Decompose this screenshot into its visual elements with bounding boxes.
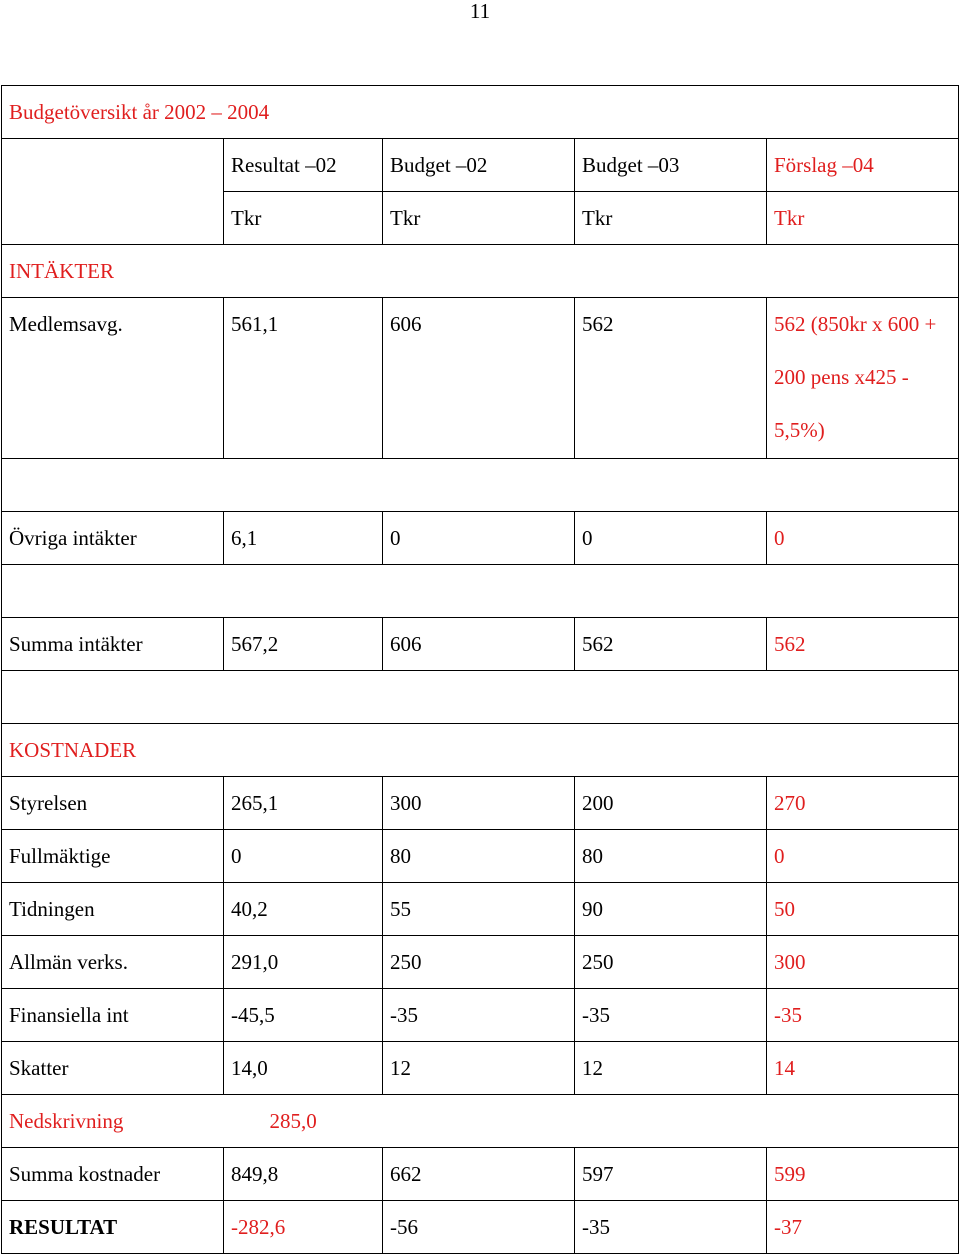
value-cell: 55 bbox=[383, 883, 575, 936]
value-cell: 285,0 bbox=[224, 1095, 959, 1148]
row-label: Finansiella int bbox=[2, 989, 224, 1042]
table-row bbox=[2, 1148, 959, 1201]
table-row bbox=[2, 777, 959, 830]
row-label-result: RESULTAT bbox=[2, 1201, 224, 1254]
units-row bbox=[2, 192, 959, 245]
unit-cell: Tkr bbox=[767, 192, 959, 245]
value-cell: 80 bbox=[383, 830, 575, 883]
row-label: Summa intäkter bbox=[2, 618, 224, 671]
spacer-row bbox=[2, 459, 959, 512]
value-cell: -35 bbox=[767, 989, 959, 1042]
proposal-line: 5,5%) bbox=[774, 418, 825, 442]
value-cell: 561,1 bbox=[224, 298, 383, 459]
header-empty-cell bbox=[2, 139, 224, 192]
table-row bbox=[2, 1042, 959, 1095]
value-cell: 265,1 bbox=[224, 777, 383, 830]
section-row-costs bbox=[2, 724, 959, 777]
value-cell: 849,8 bbox=[224, 1148, 383, 1201]
row-label: Styrelsen bbox=[2, 777, 224, 830]
column-header-budget-02: Budget –02 bbox=[383, 139, 575, 192]
row-label: Medlemsavg. bbox=[2, 298, 224, 459]
value-cell: 567,2 bbox=[224, 618, 383, 671]
row-label: Nedskrivning bbox=[2, 1095, 224, 1148]
value-cell: 599 bbox=[767, 1148, 959, 1201]
table-title: Budgetöversikt år 2002 – 2004 bbox=[2, 86, 959, 139]
value-cell: 250 bbox=[575, 936, 767, 989]
value-cell: -45,5 bbox=[224, 989, 383, 1042]
value-cell: -35 bbox=[575, 989, 767, 1042]
row-label: Allmän verks. bbox=[2, 936, 224, 989]
value-cell: -282,6 bbox=[224, 1201, 383, 1254]
value-cell: -56 bbox=[383, 1201, 575, 1254]
value-cell: 250 bbox=[383, 936, 575, 989]
row-label: Fullmäktige bbox=[2, 830, 224, 883]
value-cell: 606 bbox=[383, 298, 575, 459]
value-cell: 14,0 bbox=[224, 1042, 383, 1095]
proposal-line: 200 pens x425 - bbox=[774, 365, 909, 389]
value-cell: 0 bbox=[767, 830, 959, 883]
table-row bbox=[2, 298, 959, 459]
value-cell: 597 bbox=[575, 1148, 767, 1201]
section-row-income bbox=[2, 245, 959, 298]
value-cell: 6,1 bbox=[224, 512, 383, 565]
row-label: Tidningen bbox=[2, 883, 224, 936]
value-cell: 200 bbox=[575, 777, 767, 830]
value-cell: 300 bbox=[383, 777, 575, 830]
table-row bbox=[2, 1201, 959, 1254]
table-row bbox=[2, 936, 959, 989]
row-label: Skatter bbox=[2, 1042, 224, 1095]
unit-cell: Tkr bbox=[224, 192, 383, 245]
value-cell: 50 bbox=[767, 883, 959, 936]
value-cell: 270 bbox=[767, 777, 959, 830]
value-cell: 0 bbox=[383, 512, 575, 565]
value-cell: 12 bbox=[575, 1042, 767, 1095]
table-row bbox=[2, 989, 959, 1042]
proposal-cell bbox=[767, 298, 959, 459]
value-cell: -35 bbox=[383, 989, 575, 1042]
value-cell: 80 bbox=[575, 830, 767, 883]
value-cell: 562 bbox=[575, 298, 767, 459]
value-cell: 662 bbox=[383, 1148, 575, 1201]
column-header-resultat-02: Resultat –02 bbox=[224, 139, 383, 192]
section-heading-costs: KOSTNADER bbox=[2, 724, 959, 777]
row-label: Övriga intäkter bbox=[2, 512, 224, 565]
column-header-forslag-04: Förslag –04 bbox=[767, 139, 959, 192]
table-row bbox=[2, 512, 959, 565]
page-number: 11 bbox=[469, 0, 491, 23]
units-empty-cell bbox=[2, 192, 224, 245]
value-cell: 291,0 bbox=[224, 936, 383, 989]
table-row bbox=[2, 830, 959, 883]
value-cell: 562 bbox=[575, 618, 767, 671]
title-row bbox=[2, 86, 959, 139]
value-cell: 300 bbox=[767, 936, 959, 989]
column-header-budget-03: Budget –03 bbox=[575, 139, 767, 192]
table-row bbox=[2, 1095, 959, 1148]
value-cell: -37 bbox=[767, 1201, 959, 1254]
value-cell: 0 bbox=[224, 830, 383, 883]
value-cell: 0 bbox=[767, 512, 959, 565]
value-cell: 562 bbox=[767, 618, 959, 671]
budget-table bbox=[1, 85, 959, 1254]
table-row bbox=[2, 883, 959, 936]
section-heading-income: INTÄKTER bbox=[2, 245, 959, 298]
value-cell: 606 bbox=[383, 618, 575, 671]
table-row bbox=[2, 618, 959, 671]
value-cell: 14 bbox=[767, 1042, 959, 1095]
row-label: Summa kostnader bbox=[2, 1148, 224, 1201]
value-cell: 0 bbox=[575, 512, 767, 565]
value-cell: 12 bbox=[383, 1042, 575, 1095]
unit-cell: Tkr bbox=[383, 192, 575, 245]
value-cell: 90 bbox=[575, 883, 767, 936]
unit-cell: Tkr bbox=[575, 192, 767, 245]
value-cell: 40,2 bbox=[224, 883, 383, 936]
header-row bbox=[2, 139, 959, 192]
proposal-line: 562 (850kr x 600 + bbox=[774, 312, 937, 336]
spacer-row bbox=[2, 671, 959, 724]
spacer-row bbox=[2, 565, 959, 618]
value-cell: -35 bbox=[575, 1201, 767, 1254]
